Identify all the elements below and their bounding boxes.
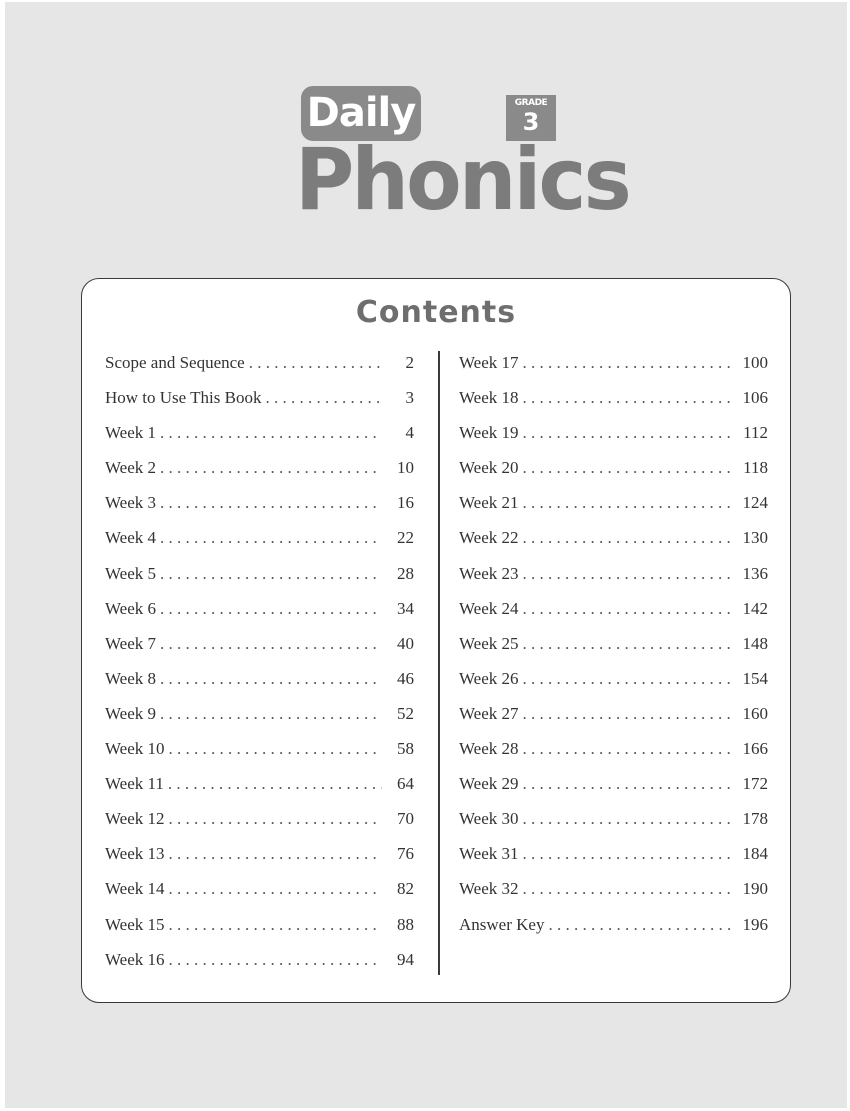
toc-entry[interactable] [105,801,414,836]
toc-entry-page: 166 [742,739,768,759]
toc-entry-title: Week 26 [459,668,519,688]
toc-entry[interactable] [105,345,414,380]
dot-leader [169,836,382,871]
dot-leader [523,836,736,871]
contents-panel [81,278,791,1003]
grade-number: 3 [522,108,540,136]
toc-entry-title: Week 18 [459,388,519,408]
dot-leader [523,380,736,415]
dot-leader [249,345,382,380]
toc-entry[interactable] [459,450,768,485]
toc-entry-page: 190 [742,879,768,899]
toc-entry-page: 178 [742,809,768,829]
toc-entry-title: Week 16 [105,949,165,969]
toc-entry-page: 118 [743,458,768,478]
toc-entry-page: 172 [742,774,768,794]
toc-entry-title: Week 9 [105,703,157,723]
grade-label: GRADE [514,98,548,108]
toc-entry-page: 82 [397,879,414,899]
toc-entry-title: Week 22 [459,528,519,548]
toc-entry-title: Week 31 [459,844,519,864]
toc-entry[interactable] [459,871,768,906]
toc-entry[interactable] [459,520,768,555]
toc-entry-page: 16 [397,493,414,513]
toc-entry[interactable] [105,520,414,555]
book-title: Phonics [295,130,629,230]
toc-entry-title: Week 14 [105,879,165,899]
toc-entry[interactable] [459,766,768,801]
toc-entry[interactable] [105,907,414,942]
dot-leader [523,661,736,696]
toc-entry-title: Week 24 [459,598,519,618]
toc-entry-page: 2 [405,353,414,372]
toc-entry-title: Week 25 [459,633,519,653]
toc-entry[interactable] [459,626,768,661]
toc-entry-title: Week 1 [105,423,157,443]
toc-entry-page: 100 [742,353,768,372]
dot-leader [169,871,382,906]
dot-leader [523,766,736,801]
toc-entry-title: Week 23 [459,563,519,583]
toc-entry-page: 10 [397,458,414,478]
toc-entry-title: Week 17 [459,353,519,372]
toc-entry-page: 142 [742,598,768,618]
toc-entry-page: 160 [742,703,768,723]
toc-entry-page: 76 [397,844,414,864]
dot-leader [523,450,736,485]
toc-entry[interactable] [105,766,414,801]
dot-leader [523,801,736,836]
toc-entry-page: 124 [742,493,768,513]
toc-entry[interactable] [105,661,414,696]
toc-entry-title: Week 15 [105,914,165,934]
toc-entry[interactable] [105,450,414,485]
toc-entry[interactable] [105,942,414,977]
dot-leader [160,556,382,591]
toc-entry[interactable] [105,591,414,626]
toc-entry-title: Week 8 [105,668,157,688]
toc-entry[interactable] [105,485,414,520]
dot-leader [523,626,736,661]
toc-entry-title: Week 13 [105,844,165,864]
toc-entry-page: 3 [405,388,414,408]
dot-leader [160,415,382,450]
toc-entry-page: 46 [397,668,414,688]
toc-entry-title: Week 30 [459,809,519,829]
dot-leader [523,485,736,520]
toc-entry-title: Week 19 [459,423,519,443]
toc-entry[interactable] [459,485,768,520]
toc-entry-page: 28 [397,563,414,583]
dot-leader [160,591,382,626]
toc-entry-title: Week 2 [105,458,157,478]
toc-entry-title: Week 21 [459,493,519,513]
toc-entry[interactable] [105,626,414,661]
toc-entry[interactable] [105,871,414,906]
toc-entry-page: 34 [397,598,414,618]
toc-entry-page: 4 [405,423,414,443]
dot-leader [160,661,382,696]
toc-entry-page: 52 [397,703,414,723]
dot-leader [160,520,382,555]
toc-entry-title: Week 32 [459,879,519,899]
toc-entry-title: Week 29 [459,774,519,794]
toc-entry-title: Scope and Sequence [105,353,245,372]
toc-entry[interactable] [105,696,414,731]
toc-entry-page: 196 [742,914,768,934]
dot-leader [523,345,736,380]
toc-entry-page: 40 [397,633,414,653]
toc-entry-page: 64 [397,774,414,794]
toc-entry-title: Week 7 [105,633,157,653]
toc-entry[interactable] [459,661,768,696]
toc-entry-page: 148 [742,633,768,653]
toc-entry-page: 154 [742,668,768,688]
toc-entry[interactable] [459,556,768,591]
dot-leader [523,415,736,450]
contents-heading: Contents [355,295,517,330]
toc-entry[interactable] [459,415,768,450]
toc-entry[interactable] [105,415,414,450]
toc-entry[interactable] [105,380,414,415]
toc-entry[interactable] [459,731,768,766]
daily-badge: Daily [301,86,421,141]
dot-leader [169,801,382,836]
dot-leader [265,380,382,415]
dot-leader [160,450,382,485]
toc-entry-page: 88 [397,914,414,934]
toc-entry-title: Week 6 [105,598,157,618]
toc-entry-page: 94 [397,949,414,969]
toc-entry-title: How to Use This Book [105,388,262,408]
dot-leader [523,591,736,626]
toc-entry[interactable] [459,591,768,626]
toc-entry[interactable] [459,836,768,871]
toc-entry[interactable] [459,380,768,415]
toc-entry-page: 70 [397,809,414,829]
toc-entry-title: Week 4 [105,528,157,548]
dot-leader [169,907,382,942]
toc-entry[interactable] [459,801,768,836]
toc-entry-title: Answer Key [459,914,545,934]
dot-leader [160,626,382,661]
toc-entry-title: Week 3 [105,493,157,513]
toc-entry-title: Week 5 [105,563,157,583]
dot-leader [160,485,382,520]
toc-entry-page: 106 [742,388,768,408]
toc-right-column [459,345,768,942]
toc-entry-page: 130 [742,528,768,548]
toc-entry[interactable] [105,556,414,591]
toc-entry[interactable] [105,731,414,766]
dot-leader [523,520,736,555]
toc-entry-title: Week 20 [459,458,519,478]
dot-leader [169,731,382,766]
toc-entry-title: Week 28 [459,739,519,759]
dot-leader [160,696,382,731]
toc-left-column [105,345,414,977]
toc-entry-title: Week 11 [105,774,164,794]
toc-entry-page: 112 [743,423,768,443]
dot-leader [523,556,736,591]
dot-leader [523,731,736,766]
dot-leader [548,907,736,942]
toc-entry[interactable] [105,836,414,871]
toc-entry-page: 184 [742,844,768,864]
dot-leader [169,942,382,977]
toc-entry-title: Week 10 [105,739,165,759]
column-divider [438,351,440,975]
toc-entry-page: 136 [742,563,768,583]
toc-entry-title: Week 12 [105,809,165,829]
dot-leader [523,871,736,906]
dot-leader [523,696,736,731]
toc-entry[interactable] [459,907,768,942]
toc-entry-title: Week 27 [459,703,519,723]
toc-entry-page: 58 [397,739,414,759]
toc-entry-page: 22 [397,528,414,548]
toc-entry[interactable] [459,696,768,731]
toc-entry[interactable] [459,345,768,380]
dot-leader [168,766,382,801]
